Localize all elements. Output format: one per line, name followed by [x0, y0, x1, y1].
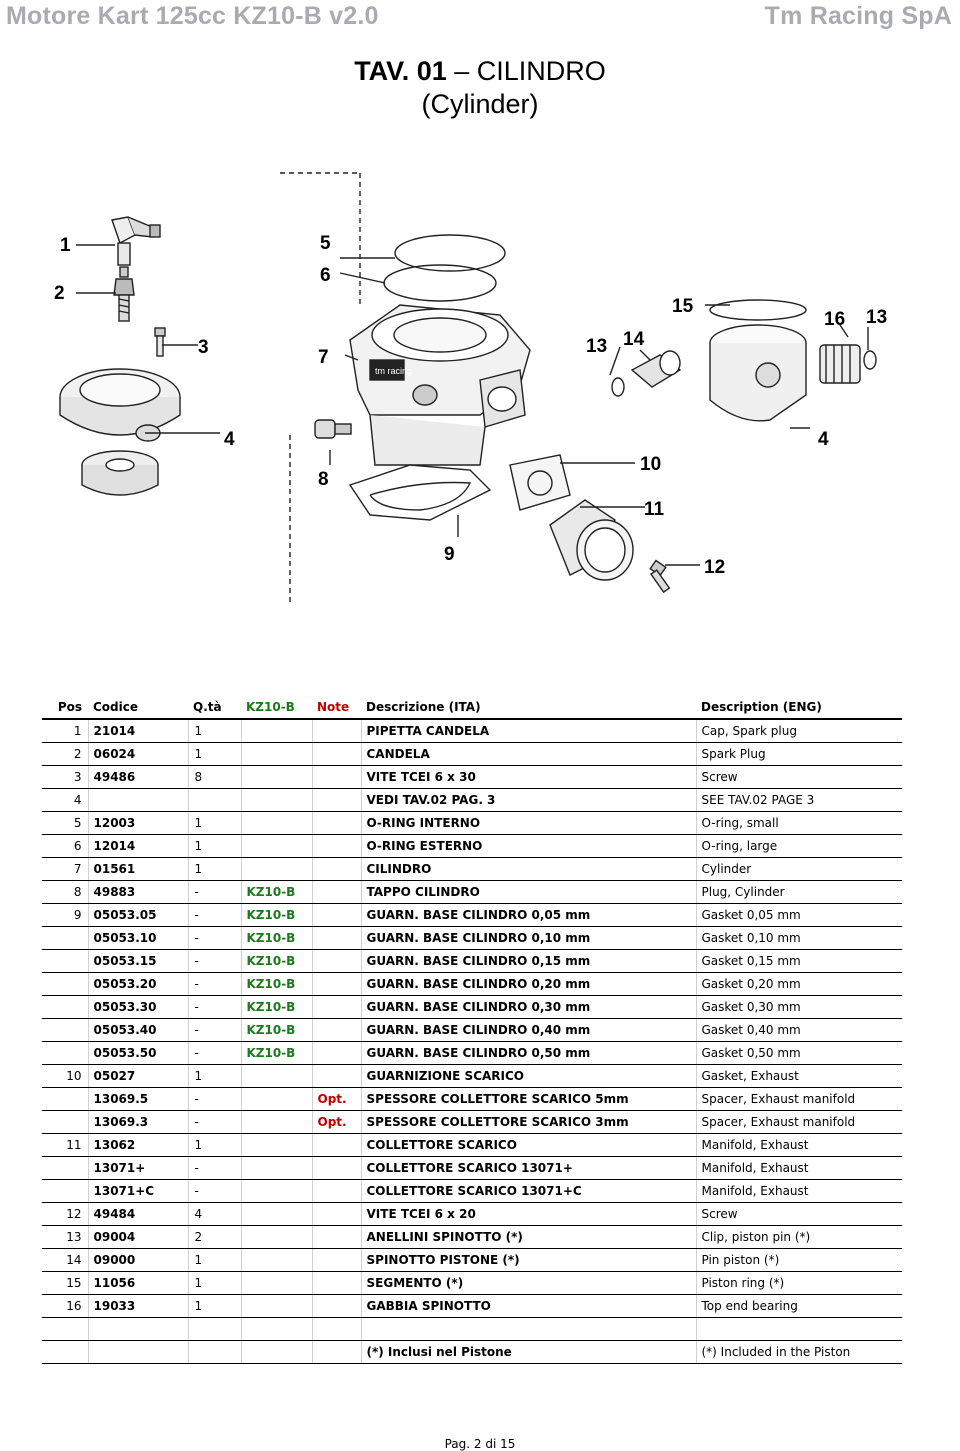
row-qty — [188, 1318, 241, 1341]
table-row — [42, 1157, 902, 1180]
callout-3: 3 — [198, 337, 209, 358]
row-eng: O-ring, small — [696, 812, 902, 835]
col-eng-header: Description (ENG) — [696, 696, 902, 719]
table-row — [42, 858, 902, 881]
needle-bearing-part — [820, 345, 860, 383]
row-ita: GUARNIZIONE SCARICO — [361, 1065, 696, 1088]
row-ita: COLLETTORE SCARICO — [361, 1134, 696, 1157]
table-row — [42, 1203, 902, 1226]
row-ita: ANELLINI SPINOTTO (*) — [361, 1226, 696, 1249]
row-qty — [188, 1341, 241, 1364]
row-code: 05053.20 — [88, 973, 188, 996]
row-note — [312, 1341, 361, 1364]
table-row — [42, 1065, 902, 1088]
table-row — [42, 996, 902, 1019]
row-ita: O-RING ESTERNO — [361, 835, 696, 858]
row-ita: GUARN. BASE CILINDRO 0,40 mm — [361, 1019, 696, 1042]
row-eng: Screw — [696, 1203, 902, 1226]
cylinder-logo: tm racing — [375, 366, 413, 376]
row-qty: - — [188, 1157, 241, 1180]
callout-2: 2 — [54, 283, 65, 304]
row-qty: 1 — [188, 1249, 241, 1272]
row-eng: Gasket 0,15 mm — [696, 950, 902, 973]
row-eng: Gasket 0,30 mm — [696, 996, 902, 1019]
table-number: TAV. 01 — [354, 56, 447, 86]
row-ita: O-RING INTERNO — [361, 812, 696, 835]
row-note: Opt. — [312, 1111, 361, 1134]
table-row — [42, 835, 902, 858]
row-kz10b — [241, 1318, 312, 1341]
table-row — [42, 950, 902, 973]
row-qty: - — [188, 881, 241, 904]
row-qty: - — [188, 1019, 241, 1042]
row-kz10b: KZ10-B — [241, 1019, 312, 1042]
title-name: CILINDRO — [476, 56, 606, 86]
row-pos: 14 — [42, 1249, 88, 1272]
row-kz10b — [241, 1157, 312, 1180]
table-row — [42, 1134, 902, 1157]
row-qty: 1 — [188, 812, 241, 835]
row-ita: CANDELA — [361, 743, 696, 766]
row-qty: 1 — [188, 743, 241, 766]
row-kz10b — [241, 1088, 312, 1111]
parts-table-body — [42, 719, 902, 1364]
callout-4-right: 4 — [818, 429, 829, 450]
row-pos — [42, 950, 88, 973]
row-pos: 7 — [42, 858, 88, 881]
cylinder-plug-part — [315, 420, 351, 438]
row-eng: Manifold, Exhaust — [696, 1180, 902, 1203]
row-qty: 1 — [188, 1272, 241, 1295]
row-eng: Spacer, Exhaust manifold — [696, 1111, 902, 1134]
exploded-parts-diagram — [40, 165, 930, 605]
col-kz10b-header: KZ10-B — [241, 696, 312, 719]
row-code — [88, 1341, 188, 1364]
row-code: 19033 — [88, 1295, 188, 1318]
row-note — [312, 1180, 361, 1203]
row-code: 21014 — [88, 719, 188, 743]
row-pos: 10 — [42, 1065, 88, 1088]
piston-clip-left-part — [612, 378, 624, 396]
row-eng: Pin piston (*) — [696, 1249, 902, 1272]
row-kz10b — [241, 1272, 312, 1295]
callout-1: 1 — [60, 235, 71, 256]
row-kz10b — [241, 1295, 312, 1318]
row-qty: 1 — [188, 1065, 241, 1088]
base-gasket-part — [350, 465, 490, 520]
row-kz10b: KZ10-B — [241, 1042, 312, 1065]
row-eng: Spark Plug — [696, 743, 902, 766]
row-pos — [42, 1088, 88, 1111]
row-eng: Clip, piston pin (*) — [696, 1226, 902, 1249]
row-eng: Manifold, Exhaust — [696, 1134, 902, 1157]
row-note — [312, 766, 361, 789]
row-eng: Screw — [696, 766, 902, 789]
row-note — [312, 743, 361, 766]
row-code: 05053.30 — [88, 996, 188, 1019]
row-eng: Cap, Spark plug — [696, 719, 902, 743]
row-note — [312, 858, 361, 881]
callout-4: 4 — [224, 429, 235, 450]
row-kz10b — [241, 1341, 312, 1364]
row-pos — [42, 1157, 88, 1180]
row-qty: 1 — [188, 719, 241, 743]
table-row — [42, 1111, 902, 1134]
row-eng: Cylinder — [696, 858, 902, 881]
row-note — [312, 1042, 361, 1065]
row-qty: - — [188, 927, 241, 950]
row-kz10b: KZ10-B — [241, 950, 312, 973]
col-code-header: Codice — [88, 696, 188, 719]
row-eng: Gasket 0,20 mm — [696, 973, 902, 996]
row-qty: - — [188, 996, 241, 1019]
row-kz10b — [241, 1249, 312, 1272]
row-note — [312, 719, 361, 743]
row-note — [312, 1272, 361, 1295]
callout-12: 12 — [704, 557, 726, 578]
row-code — [88, 789, 188, 812]
table-row — [42, 766, 902, 789]
spark-plug-part — [114, 267, 134, 321]
row-ita: GUARN. BASE CILINDRO 0,50 mm — [361, 1042, 696, 1065]
row-kz10b — [241, 1226, 312, 1249]
row-kz10b — [241, 1180, 312, 1203]
row-kz10b — [241, 812, 312, 835]
row-pos — [42, 1341, 88, 1364]
row-code: 09000 — [88, 1249, 188, 1272]
piston-part — [710, 325, 806, 421]
row-ita: TAPPO CILINDRO — [361, 881, 696, 904]
head-screw-part — [155, 328, 165, 356]
row-pos — [42, 973, 88, 996]
row-code — [88, 1318, 188, 1341]
row-note — [312, 835, 361, 858]
callout-14: 14 — [623, 329, 645, 350]
row-eng: Spacer, Exhaust manifold — [696, 1088, 902, 1111]
callout-13-left: 13 — [586, 336, 608, 357]
row-code: 11056 — [88, 1272, 188, 1295]
cylinder-head-part — [60, 369, 180, 495]
spark-plug-cap-part — [112, 217, 160, 265]
row-qty: - — [188, 950, 241, 973]
page-title — [0, 55, 960, 87]
row-kz10b — [241, 719, 312, 743]
row-note — [312, 881, 361, 904]
row-note — [312, 1065, 361, 1088]
table-row — [42, 1295, 902, 1318]
row-pos — [42, 1042, 88, 1065]
row-eng: O-ring, large — [696, 835, 902, 858]
col-note-header: Note — [312, 696, 361, 719]
row-ita: GUARN. BASE CILINDRO 0,10 mm — [361, 927, 696, 950]
row-note — [312, 927, 361, 950]
row-pos: 3 — [42, 766, 88, 789]
col-ita-header: Descrizione (ITA) — [361, 696, 696, 719]
row-kz10b — [241, 789, 312, 812]
row-note — [312, 1295, 361, 1318]
row-qty — [188, 789, 241, 812]
table-row — [42, 1180, 902, 1203]
row-ita: COLLETTORE SCARICO 13071+ — [361, 1157, 696, 1180]
row-ita: GUARN. BASE CILINDRO 0,05 mm — [361, 904, 696, 927]
row-code: 05027 — [88, 1065, 188, 1088]
callout-5: 5 — [320, 233, 331, 254]
exhaust-manifold-part — [550, 500, 633, 580]
row-pos — [42, 996, 88, 1019]
callout-10: 10 — [640, 454, 662, 475]
row-kz10b: KZ10-B — [241, 996, 312, 1019]
row-eng: Manifold, Exhaust — [696, 1157, 902, 1180]
row-code: 49883 — [88, 881, 188, 904]
table-row — [42, 1042, 902, 1065]
row-pos: 1 — [42, 719, 88, 743]
row-pos: 9 — [42, 904, 88, 927]
row-qty: 1 — [188, 858, 241, 881]
row-note — [312, 789, 361, 812]
row-code: 12003 — [88, 812, 188, 835]
row-ita: PIPETTA CANDELA — [361, 719, 696, 743]
row-qty: 2 — [188, 1226, 241, 1249]
row-kz10b — [241, 1134, 312, 1157]
table-row — [42, 904, 902, 927]
table-row — [42, 973, 902, 996]
title-dash: – — [446, 56, 477, 86]
row-note — [312, 1318, 361, 1341]
row-note — [312, 1203, 361, 1226]
callout-9: 9 — [444, 544, 455, 565]
row-qty: - — [188, 1111, 241, 1134]
table-row — [42, 789, 902, 812]
row-kz10b: KZ10-B — [241, 973, 312, 996]
row-qty: 4 — [188, 1203, 241, 1226]
row-eng: Plug, Cylinder — [696, 881, 902, 904]
row-code: 13062 — [88, 1134, 188, 1157]
row-ita — [361, 1318, 696, 1341]
row-note — [312, 812, 361, 835]
row-kz10b — [241, 858, 312, 881]
row-ita: VEDI TAV.02 PAG. 3 — [361, 789, 696, 812]
table-row — [42, 1226, 902, 1249]
row-note: Opt. — [312, 1088, 361, 1111]
row-ita: CILINDRO — [361, 858, 696, 881]
table-row — [42, 927, 902, 950]
row-kz10b — [241, 1203, 312, 1226]
row-qty: - — [188, 1042, 241, 1065]
row-note — [312, 1249, 361, 1272]
row-code: 05053.15 — [88, 950, 188, 973]
table-row — [42, 812, 902, 835]
table-row — [42, 743, 902, 766]
row-qty: 1 — [188, 1295, 241, 1318]
row-ita: GUARN. BASE CILINDRO 0,20 mm — [361, 973, 696, 996]
row-eng: Gasket 0,10 mm — [696, 927, 902, 950]
row-code: 12014 — [88, 835, 188, 858]
table-row — [42, 1249, 902, 1272]
row-kz10b — [241, 1065, 312, 1088]
row-code: 49486 — [88, 766, 188, 789]
row-note — [312, 1157, 361, 1180]
row-pos: 16 — [42, 1295, 88, 1318]
row-ita: SPINOTTO PISTONE (*) — [361, 1249, 696, 1272]
row-code: 13069.3 — [88, 1111, 188, 1134]
callout-8: 8 — [318, 469, 329, 490]
page-number: Pag. 2 di 15 — [444, 1437, 516, 1451]
row-eng: Gasket 0,50 mm — [696, 1042, 902, 1065]
row-ita: GUARN. BASE CILINDRO 0,15 mm — [361, 950, 696, 973]
row-pos — [42, 1318, 88, 1341]
col-qty-header: Q.tà — [188, 696, 241, 719]
row-pos — [42, 927, 88, 950]
row-note — [312, 904, 361, 927]
row-code: 09004 — [88, 1226, 188, 1249]
row-eng: Piston ring (*) — [696, 1272, 902, 1295]
row-note — [312, 1134, 361, 1157]
table-row — [42, 719, 902, 743]
callout-15: 15 — [672, 296, 694, 317]
row-qty: - — [188, 904, 241, 927]
row-ita: VITE TCEI 6 x 30 — [361, 766, 696, 789]
row-kz10b: KZ10-B — [241, 904, 312, 927]
row-qty: 8 — [188, 766, 241, 789]
piston-pin-part — [632, 351, 680, 387]
row-eng: Gasket 0,40 mm — [696, 1019, 902, 1042]
row-kz10b — [241, 766, 312, 789]
row-kz10b: KZ10-B — [241, 927, 312, 950]
row-code: 06024 — [88, 743, 188, 766]
row-note — [312, 1226, 361, 1249]
row-note — [312, 973, 361, 996]
row-pos: 4 — [42, 789, 88, 812]
row-code: 01561 — [88, 858, 188, 881]
row-code: 05053.40 — [88, 1019, 188, 1042]
row-note — [312, 950, 361, 973]
row-eng: Top end bearing — [696, 1295, 902, 1318]
row-kz10b — [241, 1111, 312, 1134]
row-ita: SPESSORE COLLETTORE SCARICO 3mm — [361, 1111, 696, 1134]
row-ita: (*) Inclusi nel Pistone — [361, 1341, 696, 1364]
row-kz10b — [241, 835, 312, 858]
table-row — [42, 1088, 902, 1111]
callout-11: 11 — [644, 499, 665, 520]
row-pos: 5 — [42, 812, 88, 835]
page-subtitle: (Cylinder) — [421, 89, 539, 119]
callout-6: 6 — [320, 265, 331, 286]
row-code: 05053.10 — [88, 927, 188, 950]
row-eng: (*) Included in the Piston — [696, 1341, 902, 1364]
row-pos — [42, 1180, 88, 1203]
row-pos: 8 — [42, 881, 88, 904]
table-row — [42, 1272, 902, 1295]
row-pos: 6 — [42, 835, 88, 858]
row-pos: 11 — [42, 1134, 88, 1157]
table-row — [42, 881, 902, 904]
row-pos: 12 — [42, 1203, 88, 1226]
row-kz10b: KZ10-B — [241, 881, 312, 904]
row-note — [312, 1019, 361, 1042]
table-row — [42, 1341, 902, 1364]
row-pos: 2 — [42, 743, 88, 766]
row-code: 13071+C — [88, 1180, 188, 1203]
callout-7: 7 — [318, 347, 329, 368]
row-qty: - — [188, 1088, 241, 1111]
row-eng — [696, 1318, 902, 1341]
piston-ring-part — [710, 300, 806, 320]
row-ita: COLLETTORE SCARICO 13071+C — [361, 1180, 696, 1203]
row-code: 05053.05 — [88, 904, 188, 927]
cylinder-part — [350, 305, 530, 465]
row-eng: Gasket, Exhaust — [696, 1065, 902, 1088]
row-pos — [42, 1019, 88, 1042]
row-eng: Gasket 0,05 mm — [696, 904, 902, 927]
row-code: 49484 — [88, 1203, 188, 1226]
row-kz10b — [241, 743, 312, 766]
row-code: 05053.50 — [88, 1042, 188, 1065]
table-header-row — [42, 696, 902, 719]
callout-13-right: 13 — [866, 307, 888, 328]
piston-clip-right-part — [864, 351, 876, 369]
row-ita: SEGMENTO (*) — [361, 1272, 696, 1295]
row-code: 13071+ — [88, 1157, 188, 1180]
document-header-left: Motore Kart 125cc KZ10-B v2.0 — [6, 2, 379, 30]
table-row — [42, 1318, 902, 1341]
table-row — [42, 1019, 902, 1042]
row-ita: GABBIA SPINOTTO — [361, 1295, 696, 1318]
col-pos-header: Pos — [42, 696, 88, 719]
row-ita: GUARN. BASE CILINDRO 0,30 mm — [361, 996, 696, 1019]
document-header-right: Tm Racing SpA — [764, 2, 952, 30]
row-pos — [42, 1111, 88, 1134]
row-eng: SEE TAV.02 PAGE 3 — [696, 789, 902, 812]
row-pos: 15 — [42, 1272, 88, 1295]
row-ita: VITE TCEI 6 x 20 — [361, 1203, 696, 1226]
row-qty: - — [188, 1180, 241, 1203]
row-qty: 1 — [188, 835, 241, 858]
row-pos: 13 — [42, 1226, 88, 1249]
row-qty: - — [188, 973, 241, 996]
row-qty: 1 — [188, 1134, 241, 1157]
row-note — [312, 996, 361, 1019]
parts-table — [42, 696, 902, 1364]
row-code: 13069.5 — [88, 1088, 188, 1111]
row-ita: SPESSORE COLLETTORE SCARICO 5mm — [361, 1088, 696, 1111]
callout-16: 16 — [824, 309, 846, 330]
